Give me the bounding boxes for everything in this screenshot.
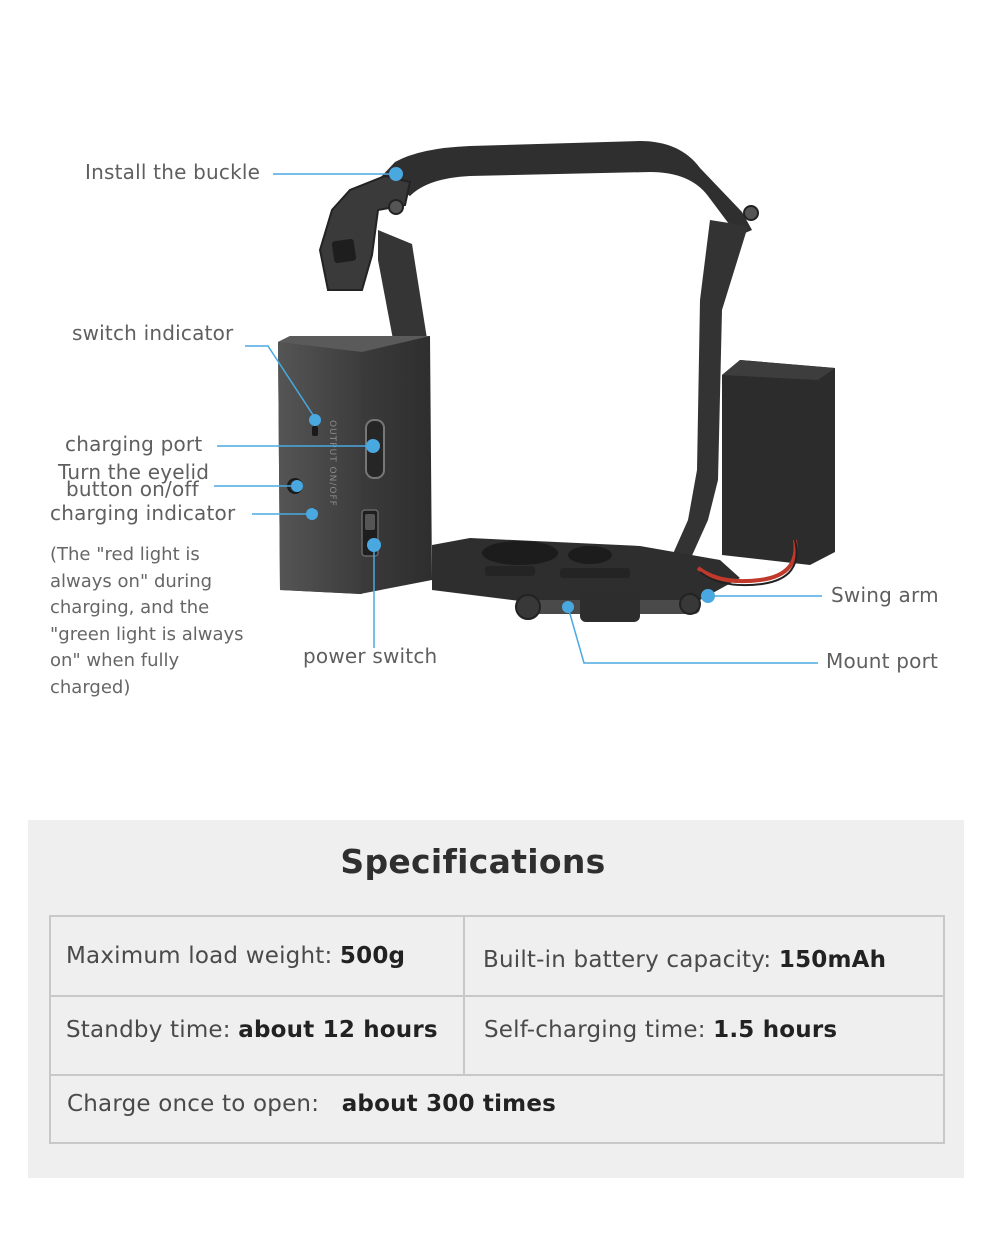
spec-standby-time-value: about 12 hours — [238, 1017, 438, 1043]
spec-battery-capacity-label: Built-in battery capacity: — [483, 947, 772, 973]
label-charging-indicator: charging indicator — [50, 501, 236, 525]
spec-standby-time — [66, 1017, 438, 1043]
spec-battery-capacity — [483, 947, 886, 973]
label-eyelid-line1: Turn the eyelid — [58, 460, 210, 484]
label-swing-arm: Swing arm — [831, 583, 939, 607]
spec-self-charging-time — [484, 1017, 837, 1043]
label-power-switch: power switch — [303, 644, 438, 668]
spec-charge-once — [67, 1091, 556, 1117]
spec-max-load-value: 500g — [339, 943, 406, 969]
spec-self-charging-time-label: Self-charging time: — [484, 1017, 706, 1043]
spec-max-load-label: Maximum load weight: — [66, 943, 333, 969]
label-eyelid-line2: button on/off — [66, 477, 199, 501]
label-mount-port: Mount port — [826, 649, 939, 673]
specifications-title: Specifications — [340, 842, 606, 881]
spec-standby-time-label: Standby time: — [66, 1017, 231, 1043]
spec-battery-capacity-value: 150mAh — [778, 947, 887, 973]
label-switch-indicator: switch indicator — [72, 321, 234, 345]
label-indicator-note: (The "red light is always on" during charging, and the "green light is always on" when fully charged) — [50, 544, 244, 698]
spec-max-load — [66, 943, 405, 969]
label-install-buckle: Install the buckle — [85, 160, 261, 184]
device-side-print: OUTPUT ON/OFF — [327, 420, 337, 507]
spec-charge-once-label: Charge once to open: — [67, 1091, 320, 1117]
spec-self-charging-time-value: 1.5 hours — [713, 1017, 838, 1043]
label-charging-port: charging port — [65, 432, 203, 456]
spec-charge-once-value: about 300 times — [341, 1091, 557, 1117]
